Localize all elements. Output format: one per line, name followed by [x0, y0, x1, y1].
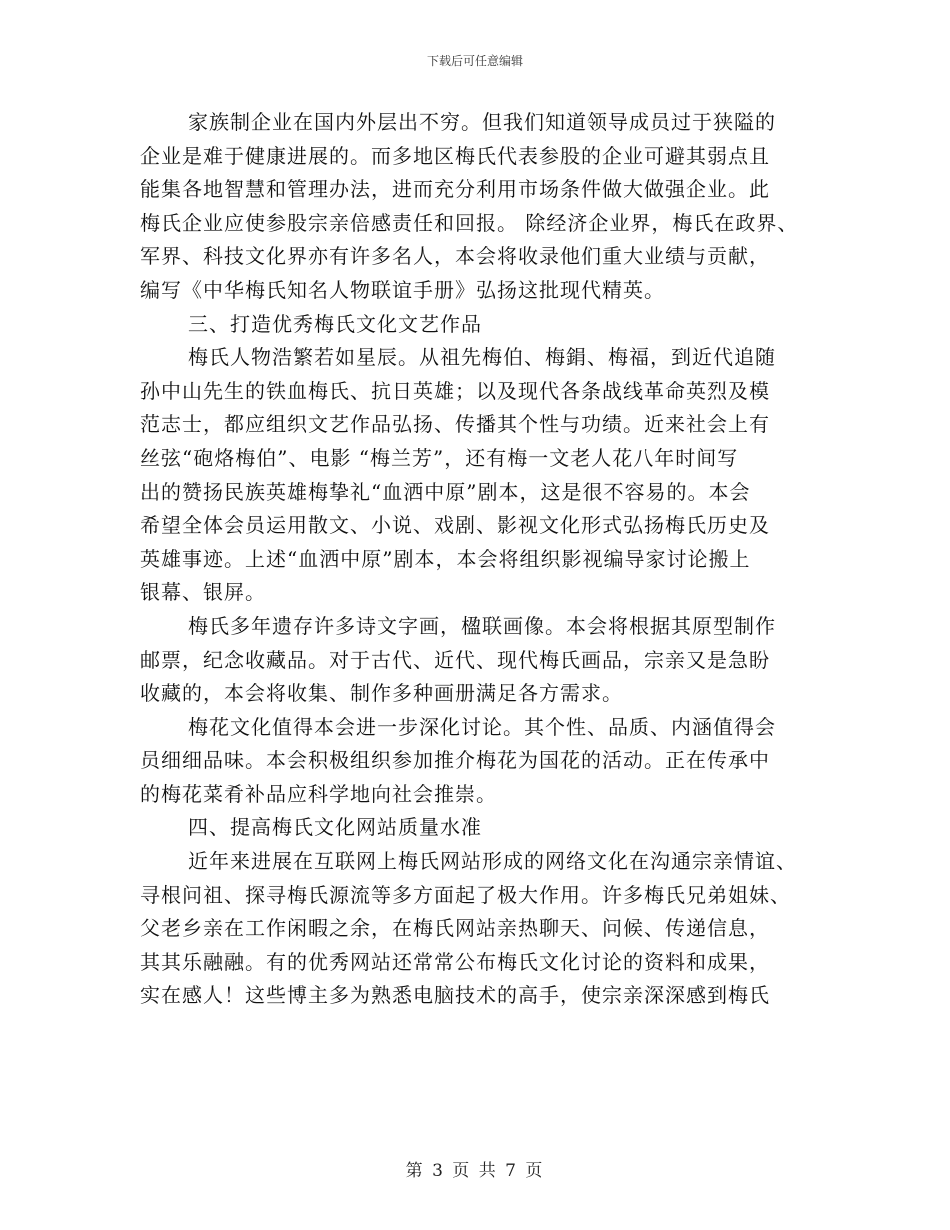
text-line: 收藏的，本会将收集、制作多种画册满足各方需求。	[140, 681, 623, 706]
text-line: 家族制企业在国内外层出不穷。但我们知道领导成员过于狭隘的	[188, 110, 776, 134]
text-line: 父老乡亲在工作闲暇之余，在梅氏网站亲热聊天、问候、传递信息，	[140, 916, 770, 941]
text-line: 员细细品味。本会积极组织参加推介梅花为国花的活动。正在传承中	[140, 748, 770, 773]
text-line: 能集各地智慧和管理办法，进而充分利用市场条件做大做强企业。此	[140, 177, 770, 202]
text-line: 寻根问祖、探寻梅氏源流等多方面起了极大作用。许多梅氏兄弟姐妹、	[140, 882, 791, 907]
text-line: 梅花文化值得本会进一步深化讨论。其个性、品质、内涵值得会	[188, 714, 776, 739]
text-line: 近年来进展在互联网上梅氏网站形成的网络文化在沟通宗亲情谊、	[188, 849, 797, 874]
text-line: 的梅花菜肴补品应科学地向社会推崇。	[140, 781, 497, 806]
text-line: 企业是难于健康进展的。而多地区梅氏代表参股的企业可避其弱点且	[140, 143, 770, 168]
text-line: 梅氏人物浩繁若如星辰。从祖先梅伯、梅鋗、梅福，到近代追随	[188, 345, 776, 370]
section-heading: 三、打造优秀梅氏文化文艺作品	[188, 311, 482, 336]
text-line: 出的赞扬民族英雄梅挚礼“血洒中原”剧本，这是很不容易的。本会	[140, 479, 751, 504]
document-body	[140, 106, 820, 1013]
text-line: 梅氏多年遗存许多诗文字画，楹联画像。本会将根据其原型制作	[188, 613, 776, 638]
section-heading: 四、提高梅氏文化网站质量水准	[188, 815, 482, 840]
text-line: 范志士，都应组织文艺作品弘扬、传播其个性与功绩。近来社会上有	[140, 412, 770, 437]
text-line: 军界、科技文化界亦有许多名人，本会将收录他们重大业绩与贡献，	[140, 244, 770, 269]
text-line: 丝弦“砲烙梅伯”、电影 “梅兰芳”，还有梅一文老人花八年时间写	[140, 445, 739, 470]
text-line: 梅氏企业应使参股宗亲倍感责任和回报。 除经济企业界，梅氏在政界、	[140, 210, 799, 235]
text-line: 实在感人！这些博主多为熟悉电脑技术的高手，使宗亲深深感到梅氏	[140, 983, 770, 1008]
text-line: 编写《中华梅氏知名人物联谊手册》弘扬这批现代精英。	[140, 277, 665, 302]
text-line: 英雄事迹。上述“血洒中原”剧本，本会将组织影视编导家讨论搬上	[140, 546, 751, 571]
text-line: 其其乐融融。有的优秀网站还常常公布梅氏文化讨论的资料和成果，	[140, 949, 770, 974]
text-line: 希望全体会员运用散文、小说、戏剧、影视文化形式弘扬梅氏历史及	[140, 513, 770, 538]
text-line: 银幕、银屏。	[140, 580, 266, 605]
page-header-note: 下载后可任意编辑	[426, 54, 523, 68]
text-line: 邮票，纪念收藏品。对于古代、近代、现代梅氏画品，宗亲又是急盼	[140, 647, 770, 672]
page-number-footer: 第 3 页 共 7 页	[405, 1161, 545, 1181]
text-line: 孙中山先生的铁血梅氏、抗日英雄；以及现代各条战线革命英烈及模	[140, 378, 770, 403]
